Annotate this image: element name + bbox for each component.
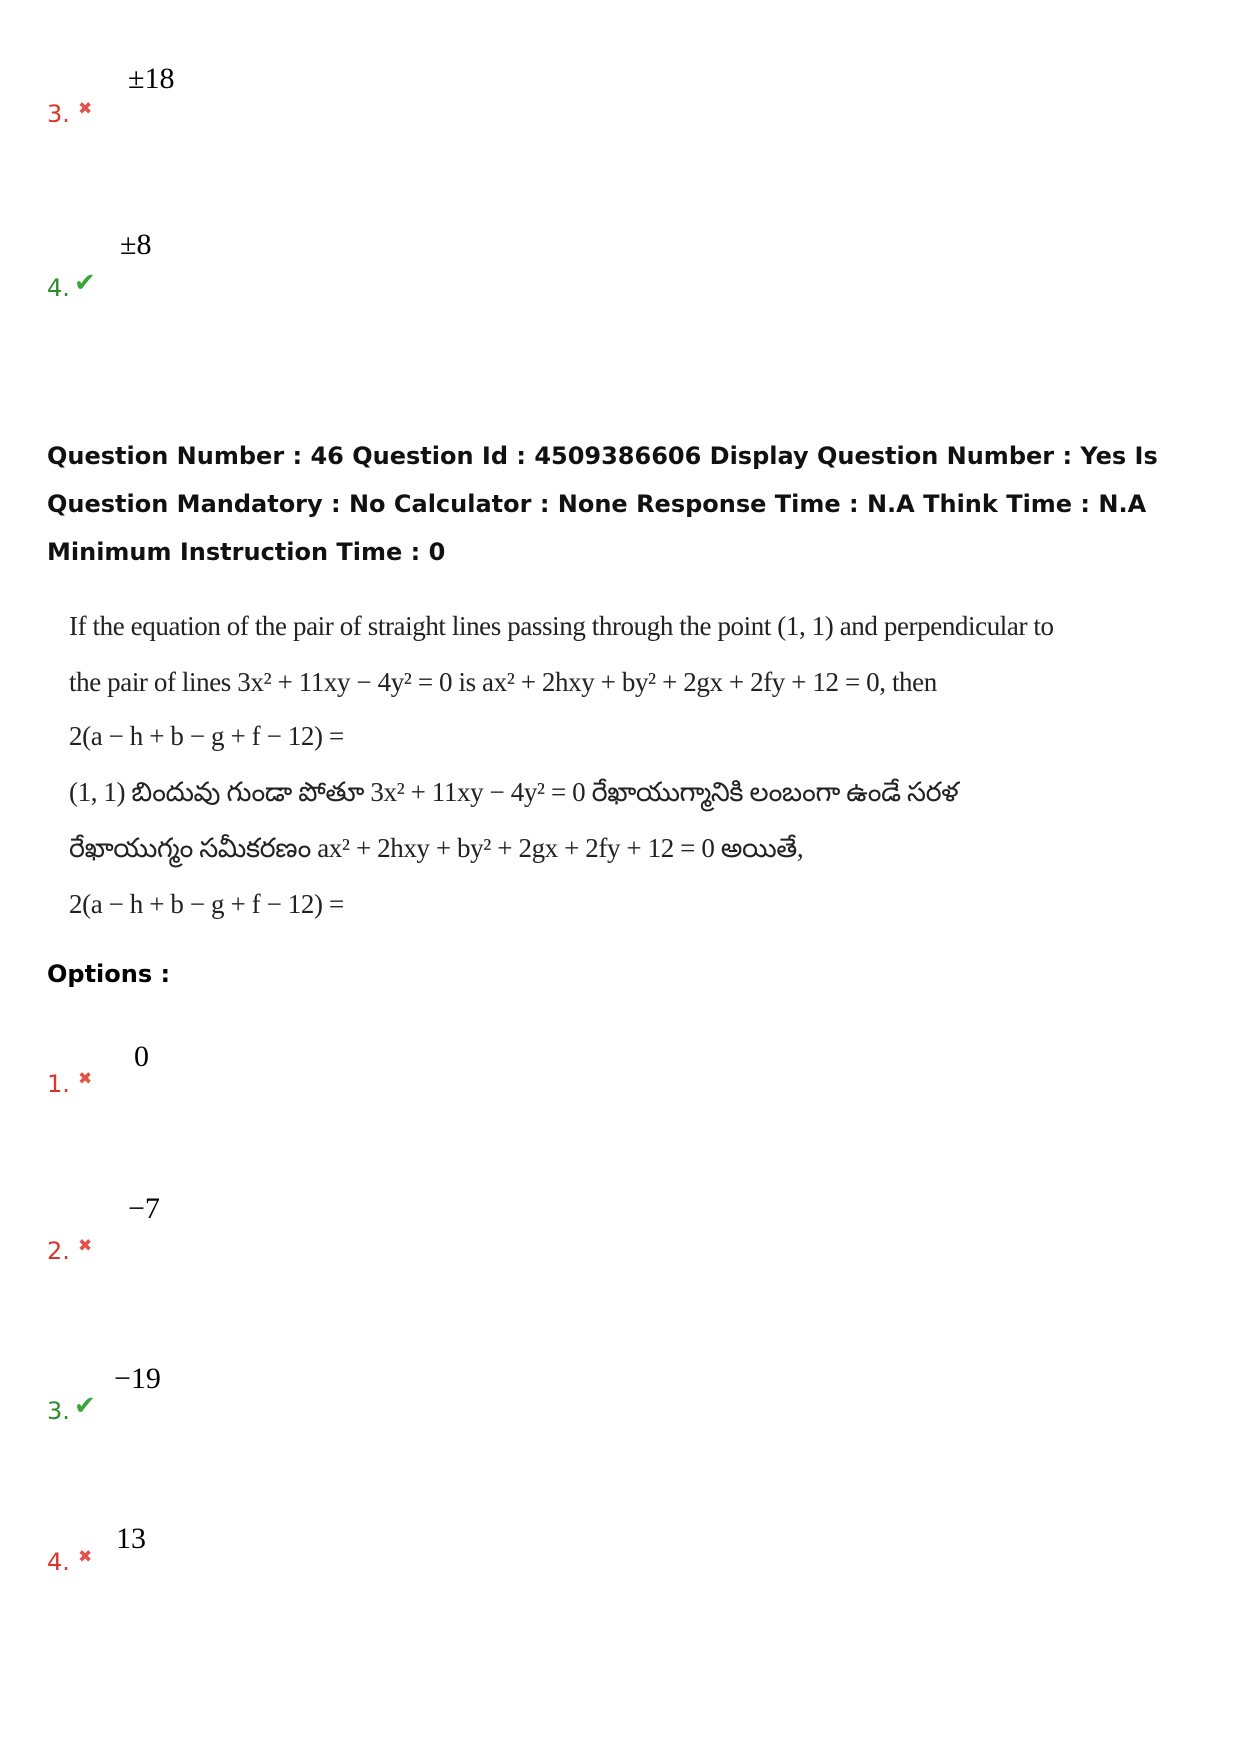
wrong-mark-icon: ✖ (78, 1547, 93, 1567)
option-value: 0 (134, 1040, 149, 1073)
option-value: ±18 (128, 62, 175, 95)
question-line: (1, 1) బిందువు గుండా పోతూ 3x² + 11xy − 4y² = 0 రేఖాయుగ్మానికి లంబంగా ఉండే సరళ (69, 777, 959, 807)
option-number: 2. (47, 1237, 70, 1265)
check-mark-icon: ✔ (74, 268, 96, 298)
check-mark-icon: ✔ (74, 1391, 96, 1421)
question-line: 2(a − h + b − g + f − 12) = (69, 721, 344, 751)
option-number: 3. (47, 100, 70, 128)
wrong-mark-icon: ✖ (78, 1236, 93, 1256)
wrong-mark-icon: ✖ (78, 99, 93, 119)
wrong-mark-icon: ✖ (78, 1069, 93, 1089)
option-number: 1. (47, 1070, 70, 1098)
option-number: 4. (47, 1548, 70, 1576)
question-line: the pair of lines 3x² + 11xy − 4y² = 0 is ax² + 2hxy + by² + 2gx + 2fy + 12 = 0, then (69, 667, 937, 697)
option-number: 4. (47, 274, 70, 302)
options-label: Options : (47, 960, 171, 988)
option-value: −19 (114, 1362, 161, 1395)
option-value: 13 (116, 1522, 146, 1555)
question-line: రేఖాయుగ్మం సమీకరణం ax² + 2hxy + by² + 2gx + 2fy + 12 = 0 అయితే, (69, 833, 804, 863)
question-text (69, 598, 1054, 932)
option-value: ±8 (120, 228, 152, 261)
question-line: If the equation of the pair of straight lines passing through the point (1, 1) and perpendicular to (69, 611, 1054, 641)
question-line: 2(a − h + b − g + f − 12) = (69, 889, 344, 919)
question-header: Question Number : 46 Question Id : 4509386606 Display Question Number : Yes Is Question Mandatory : No Calculator : None Response Time : N.A Think Time : N.A Minimum Instruction Time : 0 (47, 442, 1158, 566)
option-number: 3. (47, 1397, 70, 1425)
option-value: −7 (128, 1192, 160, 1225)
